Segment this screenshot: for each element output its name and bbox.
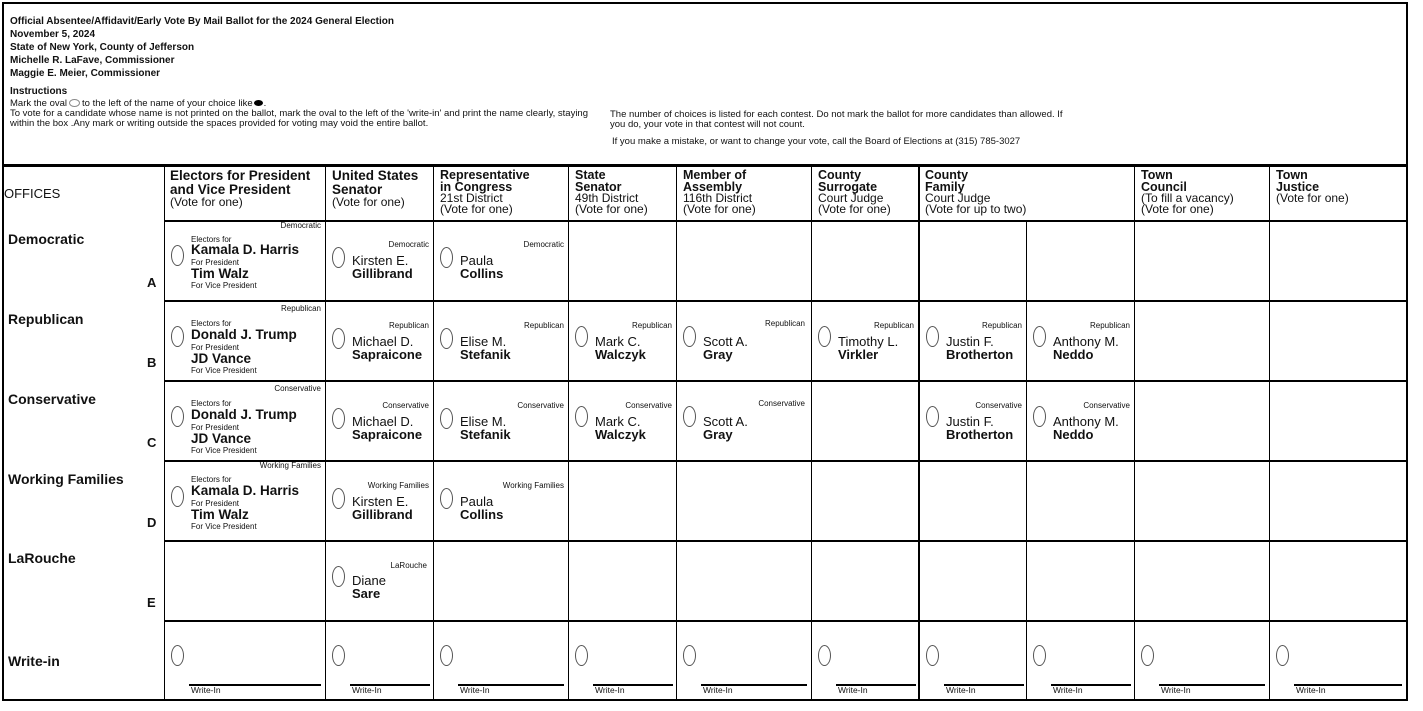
president-name: Donald J. Trump: [191, 327, 297, 342]
candidate-last-name: Sare: [352, 586, 381, 601]
party-tag: Democratic: [388, 240, 429, 249]
candidate-last-name: Collins: [460, 266, 504, 281]
candidate-cell[interactable]: [920, 302, 1026, 380]
offices-label: OFFICES: [4, 186, 61, 201]
party-tag: Republican: [873, 321, 914, 330]
candidate-last-name: Neddo: [1053, 427, 1094, 442]
party-tag: Republican: [280, 304, 321, 313]
col-header-family-court: [925, 169, 1026, 215]
party-label-democratic: Democratic: [8, 231, 85, 247]
party-label-write-in: Write-in: [8, 653, 60, 669]
col-header-title: Justice: [1276, 180, 1320, 194]
president-democratic-cell[interactable]: [165, 221, 325, 300]
vote-oval[interactable]: [171, 645, 184, 666]
candidate-first-name: Justin F.: [946, 414, 994, 429]
party-label-republican: Republican: [8, 311, 84, 327]
party-tag: LaRouche: [390, 561, 427, 570]
party-label-conservative: Conservative: [8, 391, 96, 407]
vote-oval[interactable]: [926, 645, 939, 666]
electors-for-label: Electors for: [191, 319, 232, 328]
vp-name: Tim Walz: [191, 507, 249, 522]
row-letter: C: [147, 435, 157, 450]
candidate-last-name: Stefanik: [460, 347, 511, 362]
row-letter: A: [147, 275, 157, 290]
write-in-label: Write-In: [946, 685, 976, 695]
vote-oval[interactable]: [440, 408, 453, 429]
write-in-cell[interactable]: [569, 622, 676, 700]
for-president-label: For President: [191, 343, 240, 352]
candidate-first-name: Justin F.: [946, 334, 994, 349]
candidate-first-name: Michael D.: [352, 334, 414, 349]
president-working-families-cell[interactable]: [165, 462, 325, 540]
commissioner-1: Michelle R. LaFave, Commissioner: [10, 55, 175, 66]
col-header-title: Member of: [683, 168, 747, 182]
write-in-label: Write-In: [352, 685, 382, 695]
election-date: November 5, 2024: [10, 29, 96, 40]
col-header-vote-for: (Vote for one): [818, 202, 891, 216]
vote-oval[interactable]: [1141, 645, 1154, 666]
party-tag: Conservative: [975, 401, 1022, 410]
candidate-last-name: Brotherton: [946, 347, 1014, 362]
header-divider: [2, 164, 1406, 167]
write-in-cell[interactable]: [812, 622, 918, 700]
candidate-first-name: Anthony M.: [1053, 334, 1119, 349]
candidate-cell[interactable]: [326, 542, 433, 620]
commissioner-2: Maggie E. Meier, Commissioner: [10, 68, 161, 79]
mark-instruction: Mark the oval to the left of the name of your choice like .: [10, 98, 267, 109]
col-header-president: [170, 169, 310, 208]
candidate-last-name: Sapraicone: [352, 347, 423, 362]
candidate-first-name: Kirsten E.: [352, 253, 409, 268]
col-header-vote-for: (Vote for one): [440, 202, 513, 216]
col-header-subtitle: (To fill a vacancy): [1141, 191, 1234, 205]
vote-oval[interactable]: [575, 326, 588, 347]
vote-oval[interactable]: [926, 406, 939, 427]
col-header-town-council: [1141, 169, 1234, 215]
candidate-cell[interactable]: [326, 462, 433, 540]
party-tag: Republican: [631, 321, 672, 330]
candidate-first-name: Mark C.: [595, 334, 641, 349]
vote-oval[interactable]: [171, 406, 184, 427]
vote-oval[interactable]: [332, 408, 345, 429]
party-tag: Conservative: [274, 384, 321, 393]
vote-oval[interactable]: [332, 566, 345, 587]
party-tag: Republican: [388, 321, 429, 330]
col-header-vote-for: (Vote for one): [683, 202, 756, 216]
vote-oval[interactable]: [1033, 645, 1046, 666]
candidate-first-name: Timothy L.: [838, 334, 899, 349]
candidate-cell[interactable]: [1027, 382, 1134, 460]
col-header-title: Senator: [332, 182, 383, 197]
candidate-cell[interactable]: [434, 302, 568, 380]
president-republican-cell[interactable]: [165, 302, 325, 380]
party-tag: Conservative: [382, 401, 429, 410]
vote-oval[interactable]: [1276, 645, 1289, 666]
vote-oval[interactable]: [171, 326, 184, 347]
candidate-first-name: Scott A.: [703, 334, 748, 349]
candidate-cell[interactable]: [569, 302, 676, 380]
candidate-cell[interactable]: [677, 382, 811, 460]
vote-oval[interactable]: [440, 328, 453, 349]
ballot-title: Official Absentee/Affidavit/Early Vote By Mail Ballot for the 2024 General Election: [10, 16, 394, 27]
candidate-first-name: Mark C.: [595, 414, 641, 429]
candidate-first-name: Kirsten E.: [352, 494, 409, 509]
candidate-first-name: Diane: [352, 573, 386, 588]
party-tag: Conservative: [758, 399, 805, 408]
candidate-last-name: Gillibrand: [352, 507, 413, 522]
col-header-title: County: [925, 168, 969, 182]
candidate-first-name: Paula: [460, 494, 494, 509]
col-header-title: Assembly: [683, 180, 743, 194]
mark-instruction-b: to the left of the name of your choice like: [82, 98, 253, 109]
candidate-first-name: Scott A.: [703, 414, 748, 429]
party-tag: Republican: [981, 321, 1022, 330]
party-tag: Democratic: [280, 221, 321, 230]
electors-for-label: Electors for: [191, 475, 232, 484]
write-in-label: Write-In: [1296, 685, 1326, 695]
col-header-title: Representative: [440, 168, 530, 182]
candidate-cell[interactable]: [434, 462, 568, 540]
col-header-district: 49th District: [575, 191, 639, 205]
col-header-title: Electors for President: [170, 168, 311, 183]
candidate-last-name: Neddo: [1053, 347, 1094, 362]
col-header-title: United States: [332, 168, 419, 183]
mark-instruction-a: Mark the oval: [10, 98, 68, 109]
row-letter: E: [147, 595, 156, 610]
write-in-cell[interactable]: [165, 622, 325, 700]
candidate-last-name: Gray: [703, 427, 733, 442]
write-in-label: Write-In: [1053, 685, 1083, 695]
vote-oval[interactable]: [1033, 406, 1046, 427]
row-letter: D: [147, 515, 157, 530]
vp-name: JD Vance: [191, 431, 252, 446]
col-header-title: Town: [1141, 168, 1173, 182]
col-header-town-justice: [1276, 169, 1349, 204]
candidate-cell[interactable]: [326, 302, 433, 380]
instructions-heading: Instructions: [10, 86, 68, 97]
ballot-header: [10, 15, 1110, 80]
vote-oval[interactable]: [171, 486, 184, 507]
col-header-title: in Congress: [440, 180, 513, 194]
candidate-last-name: Gillibrand: [352, 266, 413, 281]
write-in-cell[interactable]: [1027, 622, 1134, 700]
col-header-senator: [332, 169, 418, 208]
vote-oval[interactable]: [440, 247, 453, 268]
vote-oval[interactable]: [332, 328, 345, 349]
col-header-title: and Vice President: [170, 182, 291, 197]
col-header-title: Surrogate: [818, 180, 878, 194]
vote-oval[interactable]: [683, 406, 696, 427]
president-name: Donald J. Trump: [191, 407, 297, 422]
for-president-label: For President: [191, 499, 240, 508]
col-header-state-senator: [575, 169, 648, 215]
col-header-assembly: [683, 169, 756, 215]
party-tag: Working Families: [259, 461, 321, 470]
electors-for-label: Electors for: [191, 235, 232, 244]
col-header-title: State: [575, 168, 606, 182]
col-header-vote-for: (Vote for one): [1141, 202, 1214, 216]
vote-oval[interactable]: [818, 326, 831, 347]
vote-oval[interactable]: [332, 645, 345, 666]
vote-oval[interactable]: [575, 645, 588, 666]
party-tag: Republican: [523, 321, 564, 330]
candidate-last-name: Brotherton: [946, 427, 1014, 442]
candidate-cell[interactable]: [569, 382, 676, 460]
candidate-cell[interactable]: [677, 302, 811, 380]
party-tag: Conservative: [517, 401, 564, 410]
write-in-cell[interactable]: [434, 622, 568, 700]
vote-oval[interactable]: [440, 645, 453, 666]
col-header-title: Senator: [575, 180, 622, 194]
party-tag: Working Families: [367, 481, 429, 490]
vote-oval[interactable]: [818, 645, 831, 666]
candidate-last-name: Walczyk: [595, 427, 646, 442]
mistake-instruction: If you make a mistake, or want to change your vote, call the Board of Elections at (315) 785-3027: [612, 136, 1021, 147]
write-in-cell[interactable]: [1270, 622, 1406, 700]
col-header-title: Town: [1276, 168, 1308, 182]
candidate-last-name: Walczyk: [595, 347, 646, 362]
col-header-title: Family: [925, 180, 965, 194]
for-vp-label: For Vice President: [191, 522, 257, 531]
vote-oval[interactable]: [332, 488, 345, 509]
candidate-cell[interactable]: [812, 302, 918, 380]
jurisdiction: State of New York, County of Jefferson: [10, 42, 195, 53]
vote-oval[interactable]: [683, 326, 696, 347]
col-header-district: 21st District: [440, 191, 503, 205]
for-vp-label: For Vice President: [191, 366, 257, 375]
write-in-cell[interactable]: [1135, 622, 1269, 700]
party-tag: Republican: [1089, 321, 1130, 330]
vote-oval[interactable]: [575, 406, 588, 427]
col-header-subtitle: Court Judge: [925, 191, 991, 205]
col-header-congress: [440, 169, 530, 215]
vp-name: JD Vance: [191, 351, 252, 366]
president-name: Kamala D. Harris: [191, 483, 300, 498]
candidate-first-name: Michael D.: [352, 414, 414, 429]
candidate-first-name: Anthony M.: [1053, 414, 1119, 429]
write-in-label: Write-In: [703, 685, 733, 695]
for-president-label: For President: [191, 258, 240, 267]
vote-oval[interactable]: [926, 326, 939, 347]
col-header-vote-for: (Vote for one): [332, 195, 405, 209]
party-tag: Working Families: [502, 481, 564, 490]
col-header-vote-for: (Vote for one): [170, 195, 243, 209]
candidate-cell[interactable]: [920, 382, 1026, 460]
for-vp-label: For Vice President: [191, 446, 257, 455]
filled-oval-icon: [254, 100, 263, 106]
party-label-working-families: Working Families: [8, 471, 124, 487]
candidate-last-name: Virkler: [838, 347, 879, 362]
vote-oval[interactable]: [171, 245, 184, 266]
col-header-district: 116th District: [683, 191, 753, 205]
col-header-title: County: [818, 168, 862, 182]
vote-oval[interactable]: [1033, 326, 1046, 347]
party-tag: Republican: [764, 319, 805, 328]
vote-oval[interactable]: [683, 645, 696, 666]
col-header-title: Council: [1141, 180, 1187, 194]
candidate-first-name: Elise M.: [460, 334, 507, 349]
row-letter: B: [147, 355, 157, 370]
for-vp-label: For Vice President: [191, 281, 257, 290]
write-in-cell[interactable]: [677, 622, 811, 700]
candidate-cell[interactable]: [326, 221, 433, 300]
write-in-label: Write-In: [460, 685, 490, 695]
candidate-cell[interactable]: [434, 221, 568, 300]
write-in-label: Write-In: [191, 685, 221, 695]
col-header-subtitle: Court Judge: [818, 191, 884, 205]
writein-instruction: To vote for a candidate whose name is not printed on the ballot, mark the oval to the left of the 'write-in' and print the name clearly, staying within the box .Any mark or writing outside the spaces provided for voting may void the entire ballot.: [10, 108, 588, 129]
party-tag: Conservative: [1083, 401, 1130, 410]
electors-for-label: Electors for: [191, 399, 232, 408]
president-conservative-cell[interactable]: [165, 382, 325, 460]
candidate-cell[interactable]: [1027, 302, 1134, 380]
choices-instruction: The number of choices is listed for each contest. Do not mark the ballot for more candidates than allowed. If you do, your vote in that contest will not count.: [610, 109, 1063, 130]
vote-oval[interactable]: [440, 488, 453, 509]
vp-name: Tim Walz: [191, 266, 249, 281]
write-in-label: Write-In: [595, 685, 625, 695]
candidate-last-name: Sapraicone: [352, 427, 423, 442]
party-label-larouche: LaRouche: [8, 550, 76, 566]
candidate-first-name: Paula: [460, 253, 494, 268]
empty-oval-icon: [69, 99, 80, 107]
col-header-vote-for: (Vote for one): [575, 202, 648, 216]
candidate-first-name: Elise M.: [460, 414, 507, 429]
write-in-cell[interactable]: [326, 622, 433, 700]
col-header-vote-for: (Vote for one): [1276, 191, 1349, 205]
candidate-last-name: Gray: [703, 347, 733, 362]
for-president-label: For President: [191, 423, 240, 432]
candidate-last-name: Collins: [460, 507, 504, 522]
candidate-last-name: Stefanik: [460, 427, 511, 442]
vote-oval[interactable]: [332, 247, 345, 268]
candidate-cell[interactable]: [434, 382, 568, 460]
write-in-label: Write-In: [1161, 685, 1191, 695]
president-name: Kamala D. Harris: [191, 242, 300, 257]
write-in-label: Write-In: [838, 685, 868, 695]
party-tag: Conservative: [625, 401, 672, 410]
col-header-vote-for: (Vote for up to two): [925, 202, 1027, 216]
party-tag: Democratic: [523, 240, 564, 249]
candidate-cell[interactable]: [326, 382, 433, 460]
col-header-surrogate: [818, 169, 891, 215]
write-in-cell[interactable]: [920, 622, 1026, 700]
